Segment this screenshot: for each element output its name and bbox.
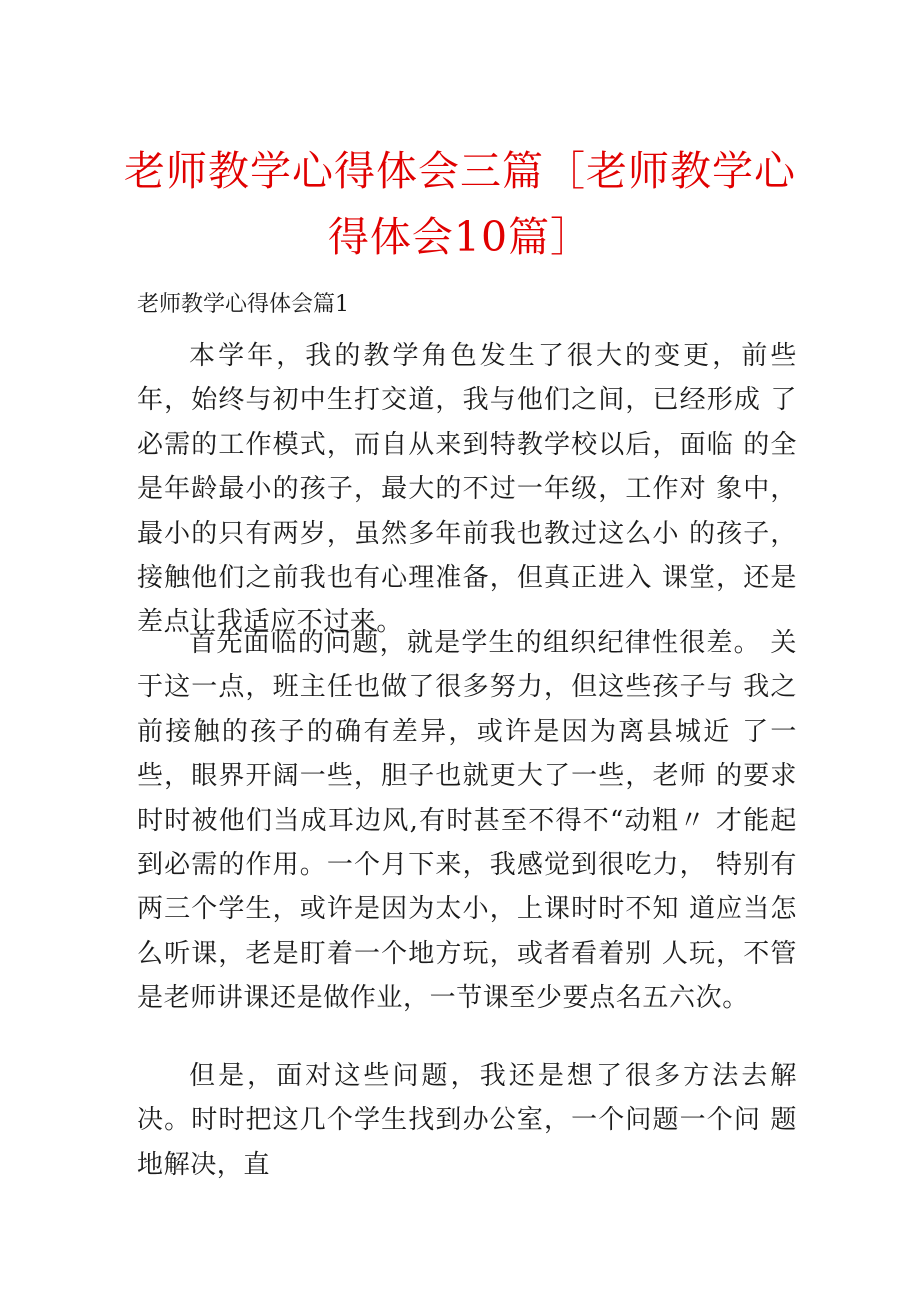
paragraph-1: 本学年，我的教学角色发生了很大的变更，前些 年，始终与初中生打交道，我与他们之间，已经形成 了必需的工作模式，而自从来到特教学校以后，面临 的全是年龄最小的孩子，最大的不过一年级，工作对 象中，最小的只有两岁，虽然多年前我也教过这么小 的孩子，接触他们之前我也有心理准备，但真正进入 课堂，还是差点让我适应不过来。 — [137, 341, 797, 638]
document-title: 老师教学心得体会三篇［老师教学心得体会10篇］ — [124, 147, 796, 261]
paragraph-2: 首先面临的问题，就是学生的组织纪律性很差。 关于这一点，班主任也做了很多努力，但这些孩子与 我之前接触的孩子的确有差异，或许是因为离县城近 了一些，眼界开阔一些，胆子也就更大了一些，老师 的要求时时被他们当成耳边风,有时甚至不得不“动粗〃 才能起到必需的作用。一个月下来，我感觉到很吃力， 特别有两三个学生，或许是因为太小，上课时时不知 道应当怎么听课，老是盯着一个地方玩，或者看着别 人玩，不管是老师讲课还是做作业，一节课至少要点名五六次。 — [137, 628, 797, 1014]
paragraph-3: 但是，面对这些问题，我还是想了很多方法去解 决。时时把这几个学生找到办公室，一个问题一个问 题地解决，直 — [137, 1061, 797, 1180]
section-heading: 老师教学心得体会篇1 — [137, 292, 349, 317]
